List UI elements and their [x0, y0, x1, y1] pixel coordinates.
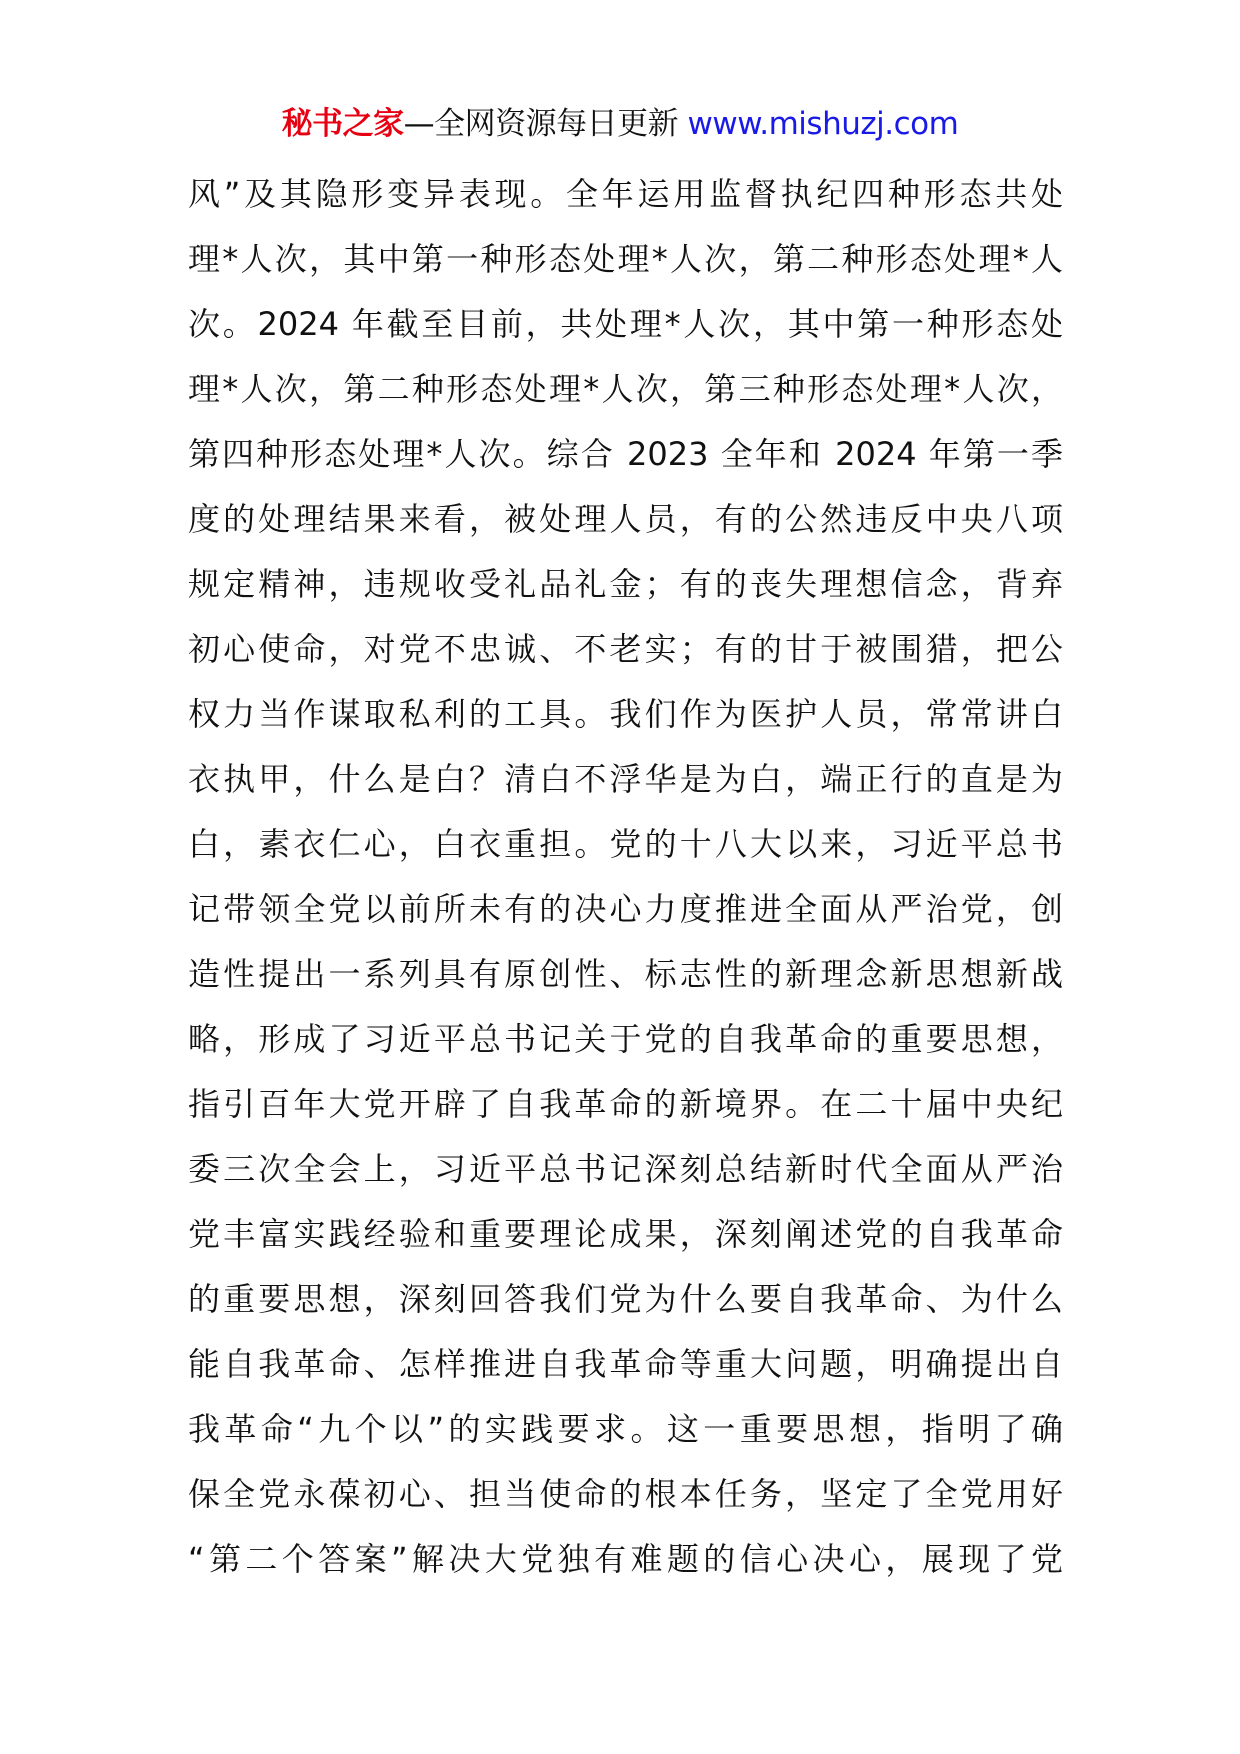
text-line: 次。2024 年截至目前，共处理*人次，其中第一种形态处: [188, 305, 1063, 343]
body-text: [188, 162, 1063, 1592]
page-header: [0, 100, 1240, 148]
text-line: 记带领全党以前所未有的决心力度推进全面从严治党，创: [188, 890, 1063, 928]
text-line: 的重要思想，深刻回答我们党为什么要自我革命、为什么: [188, 1280, 1063, 1318]
header-brand: 秘书之家: [281, 106, 404, 142]
text-line: 风”及其隐形变异表现。全年运用监督执纪四种形态共处: [188, 175, 1063, 213]
text-line: 白，素衣仁心，白衣重担。党的十八大以来，习近平总书: [188, 825, 1063, 863]
text-line: 造性提出一系列具有原创性、标志性的新理念新思想新战: [188, 955, 1063, 993]
text-line: 略，形成了习近平总书记关于党的自我革命的重要思想，: [188, 1020, 1063, 1058]
text-line: 委三次全会上，习近平总书记深刻总结新时代全面从严治: [188, 1150, 1063, 1188]
header-tagline: —全网资源每日更新: [403, 106, 679, 142]
text-line: 指引百年大党开辟了自我革命的新境界。在二十届中央纪: [188, 1085, 1063, 1123]
text-line: 保全党永葆初心、担当使命的根本任务，坚定了全党用好: [188, 1475, 1063, 1513]
text-line: 理*人次，第二种形态处理*人次，第三种形态处理*人次，: [188, 370, 1063, 408]
text-line: 理*人次，其中第一种形态处理*人次，第二种形态处理*人: [188, 240, 1063, 278]
header-url-link[interactable]: www.mishuzj.com: [687, 106, 959, 142]
text-line: 能自我革命、怎样推进自我革命等重大问题，明确提出自: [188, 1345, 1063, 1383]
text-line: 衣执甲，什么是白？清白不浮华是为白，端正行的直是为: [188, 760, 1063, 798]
text-line: “第二个答案”解决大党独有难题的信心决心，展现了党: [188, 1540, 1063, 1578]
text-line: 规定精神，违规收受礼品礼金；有的丧失理想信念，背弃: [188, 565, 1063, 603]
text-line: 初心使命，对党不忠诚、不老实；有的甘于被围猎，把公: [188, 630, 1063, 668]
text-line: 第四种形态处理*人次。综合 2023 全年和 2024 年第一季: [188, 435, 1063, 473]
text-line: 权力当作谋取私利的工具。我们作为医护人员，常常讲白: [188, 695, 1063, 733]
text-line: 我革命“九个以”的实践要求。这一重要思想，指明了确: [188, 1410, 1063, 1448]
text-line: 党丰富实践经验和重要理论成果，深刻阐述党的自我革命: [188, 1215, 1063, 1253]
text-line: 度的处理结果来看，被处理人员，有的公然违反中央八项: [188, 500, 1063, 538]
